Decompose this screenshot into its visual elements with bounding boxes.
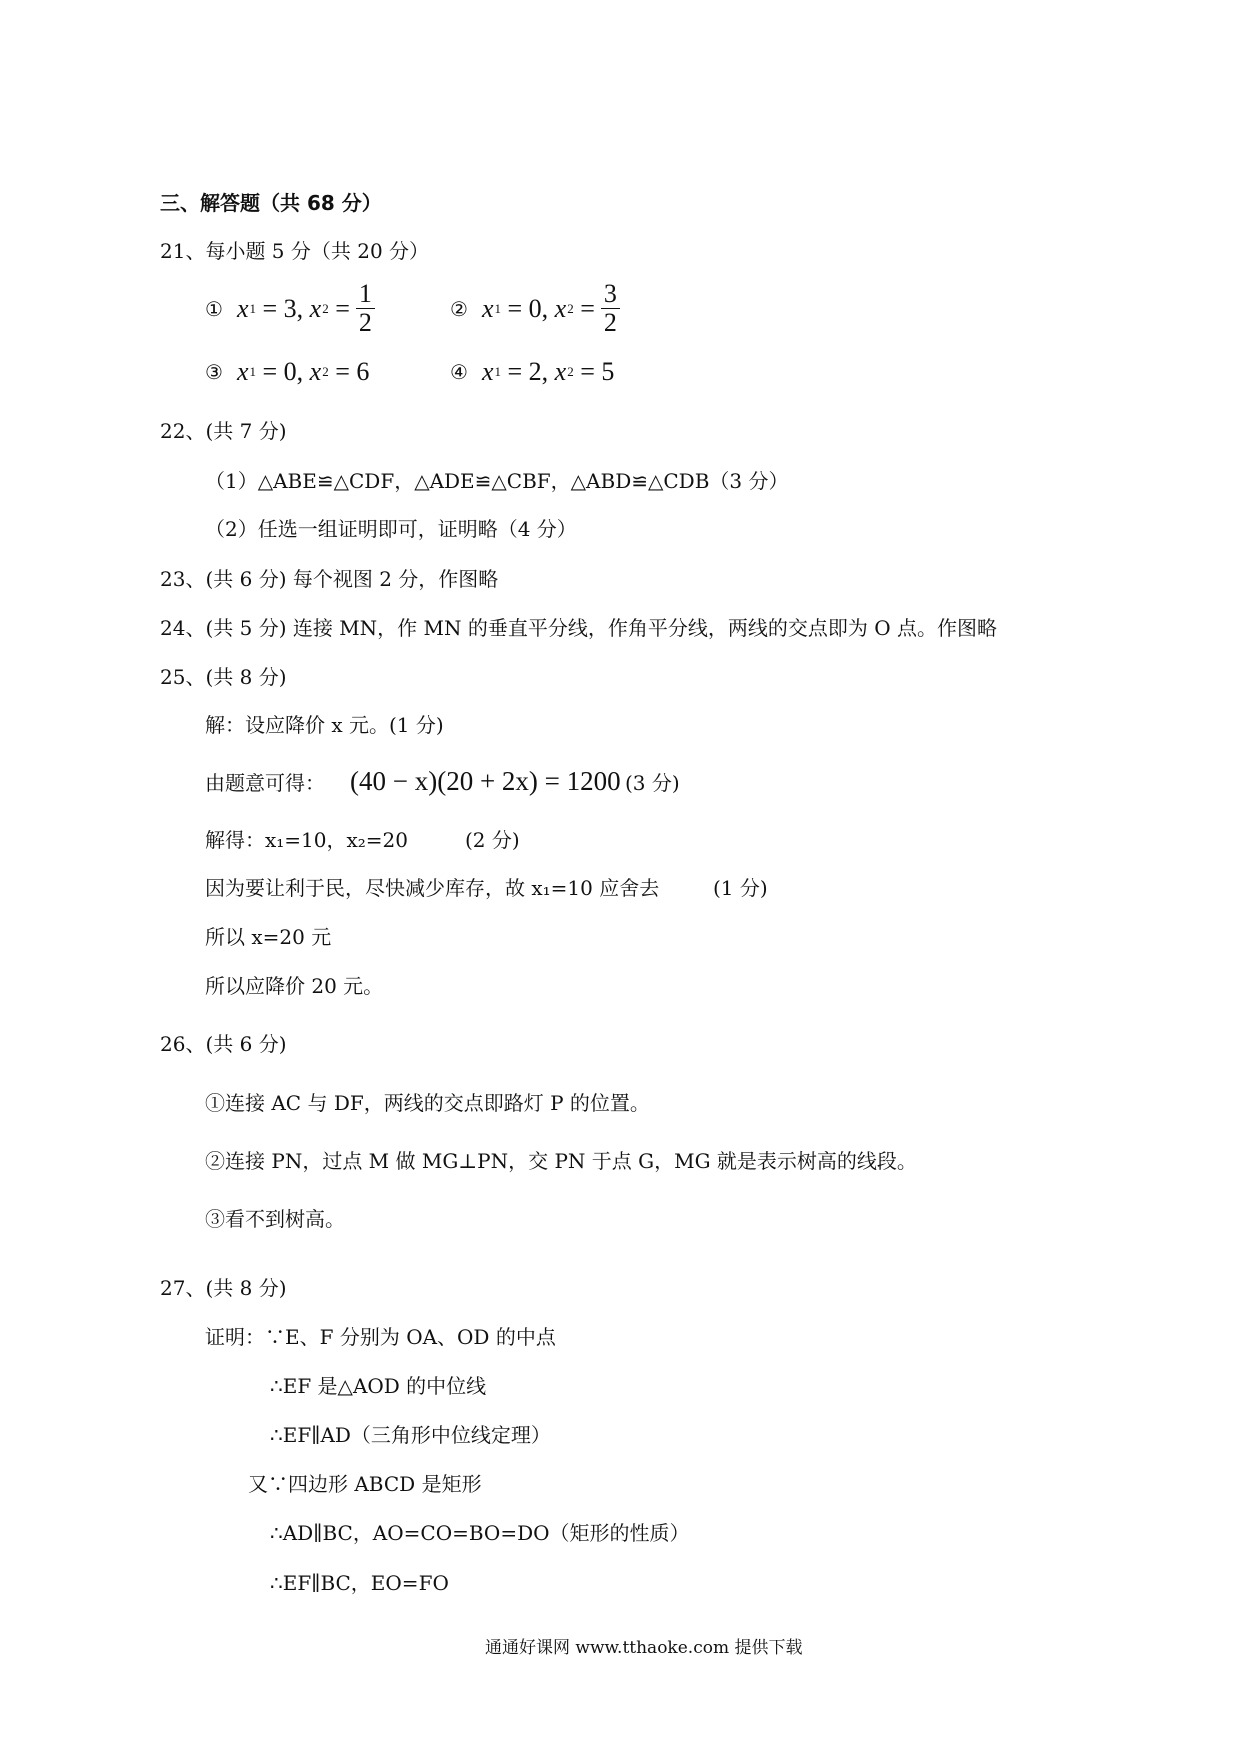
q21-answer-2: ② x 1 = 0 , x 2 = $\frac{3}{2}$ [450, 280, 620, 337]
q25-line-3-score: (2 分) [465, 828, 520, 852]
answer-mark: ② [450, 296, 468, 321]
q21-header: 21、每小题 5 分（共 20 分） [160, 239, 430, 263]
footer-source: 通通好课网 www.tthaoke.com 提供下载 [485, 1638, 803, 1658]
q27-line-1: 证明：∵E、F 分别为 OA、OD 的中点 [205, 1325, 556, 1349]
x2-value: 6 [356, 357, 370, 386]
answer-mark: ④ [450, 360, 468, 384]
x1-value: 2 [528, 357, 542, 386]
q23-line: 23、(共 6 分) 每个视图 2 分，作图略 [160, 567, 499, 591]
q25-line-3: 解得：x₁=10，x₂=20 [205, 828, 409, 852]
q22-header: 22、(共 7 分) [160, 419, 287, 443]
answer-mark: ③ [205, 360, 223, 384]
x2-fraction: $\frac{3}{2}$ [601, 280, 620, 337]
q25-line-5: 所以 x=20 元 [205, 925, 332, 949]
x2-value: 5 [601, 357, 615, 386]
q25-line-2-prefix: 由题意可得： [205, 771, 325, 795]
q27-line-5: ∴AD∥BC，AO=CO=BO=DO（矩形的性质） [270, 1521, 690, 1545]
q21-answer-3: ③ x 1 = 0 , x 2 = 6 [205, 357, 370, 386]
q27-line-4: 又∵四边形 ABCD 是矩形 [248, 1472, 482, 1496]
q22-part-2: （2）任选一组证明即可，证明略（4 分） [205, 517, 577, 541]
q25-line-2-score: (3 分) [625, 771, 680, 795]
q25-line-4: 因为要让利于民，尽快减少库存，故 x₁=10 应舍去 [205, 876, 660, 900]
q26-header: 26、(共 6 分) [160, 1032, 287, 1056]
q25-line-6: 所以应降价 20 元。 [205, 974, 384, 998]
section-title: 三、解答题（共 68 分） [160, 191, 382, 215]
q25-header: 25、(共 8 分) [160, 665, 287, 689]
q26-line-2: ②连接 PN，过点 M 做 MG⊥PN，交 PN 于点 G，MG 就是表示树高的线段。 [205, 1149, 917, 1173]
q21-answer-1: ① x 1 = 3 , x 2 = $\frac{1}{2}$ [205, 280, 375, 337]
q25-line-1: 解：设应降价 x 元。(1 分) [205, 713, 444, 737]
q24-line: 24、(共 5 分) 连接 MN，作 MN 的垂直平分线，作角平分线，两线的交点即为 O 点。作图略 [160, 616, 997, 640]
q26-line-1: ①连接 AC 与 DF，两线的交点即路灯 P 的位置。 [205, 1091, 650, 1115]
x2-fraction: $\frac{1}{2}$ [356, 280, 375, 337]
q22-part-1: （1）△ABE≌△CDF，△ADE≌△CBF，△ABD≌△CDB（3 分） [205, 469, 789, 493]
q27-line-2: ∴EF 是△AOD 的中位线 [270, 1374, 487, 1398]
x1-value: 3 [283, 293, 297, 323]
q27-line-3: ∴EF∥AD（三角形中位线定理） [270, 1423, 551, 1447]
q27-line-6: ∴EF∥BC，EO=FO [270, 1571, 449, 1595]
answer-mark: ① [205, 296, 223, 321]
q26-line-3: ③看不到树高。 [205, 1207, 345, 1231]
x1-value: 0 [528, 293, 542, 323]
x1-value: 0 [283, 357, 297, 386]
q25-equation: (40 − x)(20 + 2x) = 1200 [350, 766, 621, 796]
q25-line-4-score: (1 分) [713, 876, 768, 900]
q27-header: 27、(共 8 分) [160, 1276, 287, 1300]
q21-answer-4: ④ x 1 = 2 , x 2 = 5 [450, 357, 615, 386]
